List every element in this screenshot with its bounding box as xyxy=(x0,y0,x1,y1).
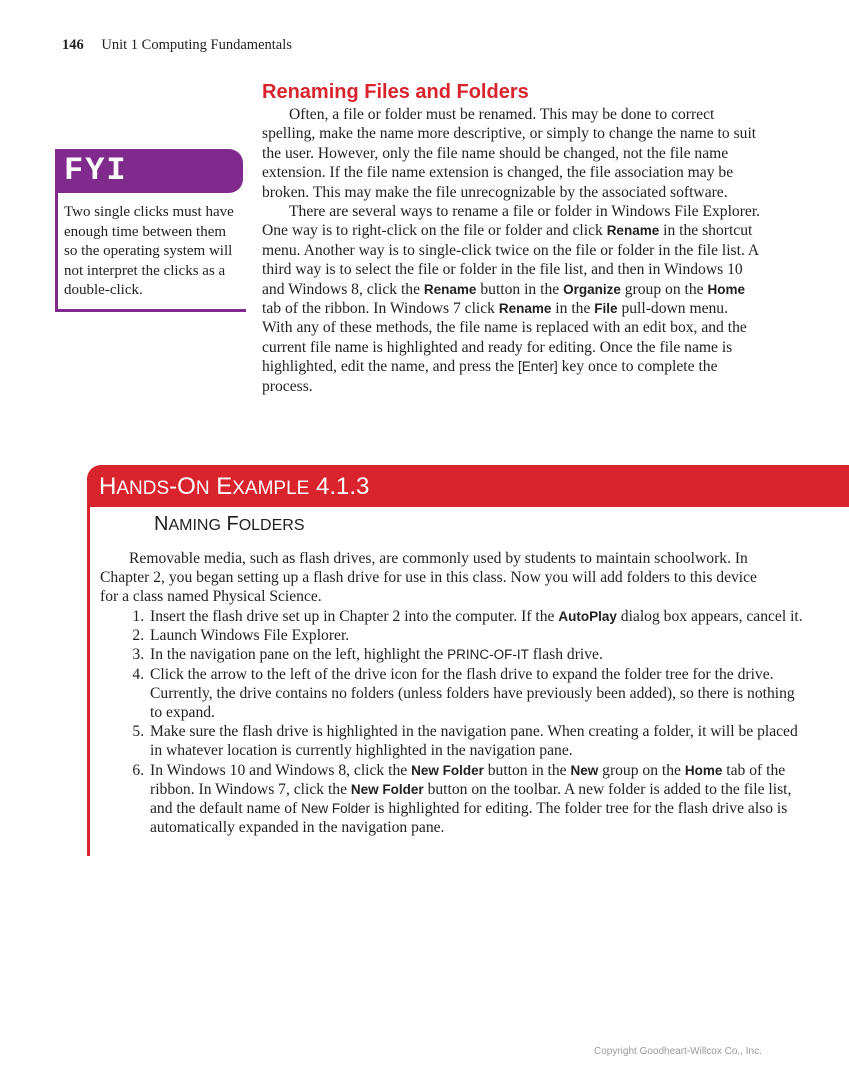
hands-on-intro: Removable media, such as flash drives, are commonly used by students to maintain schoolwork. In Chapter 2, you began setting up a flash drive for use in this class. Now you will add folders to this device for a class named Physical Science. xyxy=(100,550,757,606)
section-heading: Renaming Files and Folders xyxy=(262,81,529,103)
unit-title: Unit 1 Computing Fundamentals xyxy=(101,37,292,53)
step-3: 3. In the navigation pane on the left, highlight the PRINC-OF-IT flash drive. xyxy=(148,645,808,664)
hands-on-title: HANDS-ON EXAMPLE 4.1.3 xyxy=(87,465,849,507)
copyright-notice: Copyright Goodheart-Willcox Co., Inc. xyxy=(594,1046,762,1057)
ui-term: Home xyxy=(707,281,745,297)
ui-term: Organize xyxy=(563,281,621,297)
step-6: 6. In Windows 10 and Windows 8, click the New Folder button in the New group on the Home tab of the ribbon. In Windows 7, click the New Folder button on the toolbar. A new folder is added to the file list, and the default name of New Folder is highlighted for editing. The folder tree for the flash drive also is automatically expanded in the navigation pane. xyxy=(148,761,808,838)
steps-list xyxy=(116,607,808,837)
ui-term: Rename xyxy=(606,223,660,239)
ui-term: Rename xyxy=(423,281,477,297)
renaming-section xyxy=(262,79,762,396)
fyi-text: Two single clicks must have enough time between them so the operating system will not interpret the clicks as a double-click. xyxy=(55,193,246,312)
ui-term: Rename xyxy=(498,301,552,317)
step-2: 2. Launch Windows File Explorer. xyxy=(148,626,808,645)
ui-term: File xyxy=(594,301,618,317)
fyi-sidebar xyxy=(55,149,243,312)
paragraph-2: There are several ways to rename a file or folder in Windows File Explorer. One way is to right-click on the file or folder and click Rename in the shortcut menu. Another way is to single-click twice on the file or folder in the file list. A third way is to select the file or folder in the file list, and then in Windows 10 and Windows 8, click the Rename button in the Organize group on the Home tab of the ribbon. In Windows 7 click Rename in the File pull-down menu. With any of these methods, the file name is replaced with an edit box, and the current file name is highlighted and ready for editing. Once the file name is highlighted, edit the name, and press the [Enter] key once to complete the process. xyxy=(262,203,761,395)
paragraph-1: Often, a file or folder must be renamed. This may be done to correct spelling, make the name more descriptive, or simply to change the name to suit the user. However, only the file name should be changed, not the file name extension. If the file name extension is changed, the file association may be broken. This may make the file unrecognizable by the associated software. xyxy=(262,106,757,201)
hands-on-subtitle: NAMING FOLDERS xyxy=(154,513,305,535)
fyi-label: FYI xyxy=(55,149,243,193)
step-5: 5. Make sure the flash drive is highlighted in the navigation pane. When creating a folder, it will be placed in whatever location is currently highlighted in the navigation pane. xyxy=(148,722,808,760)
hands-on-example xyxy=(87,465,849,856)
running-head xyxy=(62,37,292,54)
page-number: 146 xyxy=(62,37,84,53)
step-4: 4. Click the arrow to the left of the drive icon for the flash drive to expand the folder tree for the drive. Currently, the drive contains no folders (unless folders have previously been added), so there is nothing to expand. xyxy=(148,665,808,723)
key-term: [Enter] xyxy=(517,359,558,375)
step-1: 1. Insert the flash drive set up in Chapter 2 into the computer. If the AutoPlay dialog box appears, cancel it. xyxy=(148,607,808,626)
